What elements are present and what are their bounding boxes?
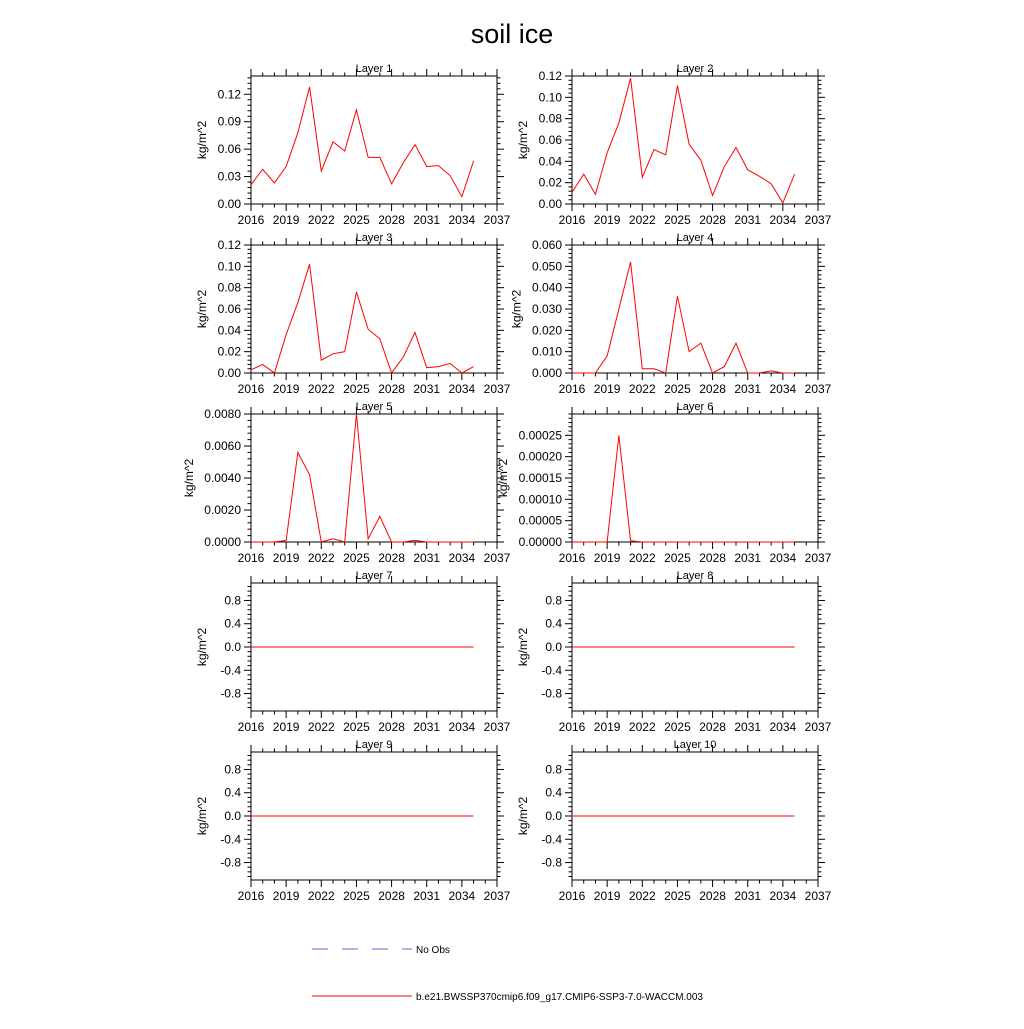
layer-6-ytick-label: 0.00015 bbox=[518, 471, 562, 485]
layer-3-panel bbox=[195, 232, 510, 396]
layer-7-xtick-label: 2028 bbox=[378, 720, 405, 734]
layer-6-series-line bbox=[572, 435, 795, 542]
layer-1-frame bbox=[251, 76, 497, 204]
layer-3-xtick-label: 2019 bbox=[272, 382, 300, 396]
layer-1-xtick-label: 2028 bbox=[378, 213, 405, 227]
layer-10-xtick-label: 2031 bbox=[734, 889, 762, 903]
layer-4-ylabel: kg/m^2 bbox=[509, 289, 524, 329]
layer-5-xtick-label: 2025 bbox=[343, 551, 370, 565]
layer-3-xtick-label: 2016 bbox=[237, 382, 265, 396]
layer-5-xtick-label: 2022 bbox=[307, 551, 335, 565]
layer-3-xtick-label: 2037 bbox=[483, 382, 511, 396]
layer-4-ytick-label: 0.000 bbox=[531, 366, 562, 380]
layer-1-ylabel: kg/m^2 bbox=[195, 120, 210, 160]
layer-10-xtick-label: 2028 bbox=[699, 889, 726, 903]
layer-2-xtick-label: 2025 bbox=[664, 213, 691, 227]
layer-2-series-line bbox=[572, 78, 795, 203]
layer-8-xtick-label: 2025 bbox=[664, 720, 691, 734]
layer-1-xtick-label: 2016 bbox=[237, 213, 265, 227]
layer-6-ytick-label: 0.00025 bbox=[518, 428, 562, 443]
legend-model-label: b.e21.BWSSP370cmip6.f09_g17.CMIP6-SSP3-7.0-WACCM.003 bbox=[416, 992, 703, 1003]
legend bbox=[312, 945, 703, 1003]
panels bbox=[182, 63, 832, 903]
layer-9-xtick-label: 2037 bbox=[483, 889, 511, 903]
layer-2-ylabel: kg/m^2 bbox=[516, 120, 531, 160]
layer-4-xtick-label: 2022 bbox=[628, 382, 656, 396]
layer-5-xtick-label: 2037 bbox=[483, 551, 511, 565]
layer-3-ytick-label: 0.10 bbox=[217, 259, 241, 274]
layer-7-xtick-label: 2037 bbox=[483, 720, 511, 734]
layer-5-xtick-label: 2034 bbox=[448, 551, 476, 565]
layer-9-ytick-label: -0.4 bbox=[220, 832, 241, 847]
layer-10-ytick-label: 0.0 bbox=[545, 809, 562, 823]
layer-2-xtick-label: 2028 bbox=[699, 213, 726, 227]
layer-5-title: Layer 5 bbox=[355, 401, 393, 413]
layer-9-ytick-label: -0.8 bbox=[220, 855, 241, 870]
layer-3-xtick-label: 2022 bbox=[307, 382, 335, 396]
layer-5-xtick-label: 2028 bbox=[378, 551, 405, 565]
layer-4-ytick-label: 0.040 bbox=[531, 280, 562, 295]
layer-10-xtick-label: 2034 bbox=[769, 889, 797, 903]
layer-1-ytick-label: 0.09 bbox=[217, 114, 241, 129]
layer-2-ytick-label: 0.06 bbox=[538, 133, 562, 147]
layer-3-ytick-label: 0.08 bbox=[217, 280, 241, 295]
layer-9-ytick-label: 0.4 bbox=[224, 785, 241, 800]
layer-4-xtick-label: 2031 bbox=[734, 382, 762, 396]
layer-6-ytick-label: 0.00000 bbox=[518, 535, 562, 549]
layer-1-xtick-label: 2037 bbox=[483, 213, 511, 227]
layer-1-ytick-label: 0.00 bbox=[217, 197, 241, 211]
layer-8-title: Layer 8 bbox=[676, 570, 714, 582]
layer-10-ylabel: kg/m^2 bbox=[516, 796, 531, 836]
layer-10-ytick-label: 0.4 bbox=[545, 785, 562, 800]
layer-4-panel bbox=[510, 232, 832, 396]
layer-6-ytick-label: 0.00010 bbox=[518, 492, 562, 507]
layer-3-ytick-label: 0.04 bbox=[217, 323, 241, 338]
layer-5-ytick-label: 0.0020 bbox=[204, 503, 241, 517]
layer-3-title: Layer 3 bbox=[355, 232, 393, 244]
layer-4-xtick-label: 2034 bbox=[769, 382, 797, 396]
layer-9-xtick-label: 2025 bbox=[343, 889, 370, 903]
legend-obs-label: No Obs bbox=[416, 945, 450, 956]
layer-10-xtick-label: 2016 bbox=[558, 889, 586, 903]
layer-4-frame bbox=[572, 245, 818, 373]
layer-6-xtick-label: 2031 bbox=[734, 551, 762, 565]
layer-9-ytick-label: 0.8 bbox=[224, 762, 241, 777]
layer-4-xtick-label: 2028 bbox=[699, 382, 726, 396]
layer-1-ytick-label: 0.06 bbox=[217, 142, 241, 157]
layer-6-ylabel: kg/m^2 bbox=[496, 458, 511, 498]
layer-10-panel bbox=[516, 739, 831, 903]
layer-1-xtick-label: 2019 bbox=[272, 213, 300, 227]
layer-6-xtick-label: 2028 bbox=[699, 551, 726, 565]
layer-1-panel bbox=[195, 63, 510, 227]
layer-8-xtick-label: 2022 bbox=[628, 720, 656, 734]
layer-3-xtick-label: 2025 bbox=[343, 382, 370, 396]
layer-2-ytick-label: 0.10 bbox=[538, 90, 562, 105]
layer-8-ytick-label: 0.4 bbox=[545, 616, 562, 631]
layer-9-ytick-label: 0.0 bbox=[224, 809, 241, 823]
layer-6-xtick-label: 2034 bbox=[769, 551, 797, 565]
layer-6-title: Layer 6 bbox=[676, 401, 714, 413]
layer-5-ylabel: kg/m^2 bbox=[181, 458, 196, 498]
layer-2-xtick-label: 2019 bbox=[593, 213, 621, 227]
layer-3-ytick-label: 0.12 bbox=[217, 238, 241, 252]
layer-8-ytick-label: 0.8 bbox=[545, 593, 562, 608]
layer-2-ytick-label: 0.00 bbox=[538, 197, 562, 211]
layer-2-xtick-label: 2016 bbox=[558, 213, 586, 227]
layer-7-title: Layer 7 bbox=[355, 570, 393, 582]
layer-8-xtick-label: 2037 bbox=[804, 720, 832, 734]
layer-10-ytick-label: -0.8 bbox=[541, 855, 562, 870]
layer-1-ytick-label: 0.03 bbox=[217, 169, 241, 184]
layer-5-ytick-label: 0.0060 bbox=[204, 439, 241, 453]
layer-1-title: Layer 1 bbox=[355, 63, 393, 75]
layer-4-ytick-label: 0.050 bbox=[531, 259, 562, 274]
layer-8-ytick-label: -0.8 bbox=[541, 686, 562, 701]
layer-10-xtick-label: 2019 bbox=[593, 889, 621, 903]
layer-8-xtick-label: 2019 bbox=[593, 720, 621, 734]
layer-8-ylabel: kg/m^2 bbox=[516, 627, 531, 667]
layer-2-frame bbox=[572, 76, 818, 204]
layer-2-xtick-label: 2022 bbox=[628, 213, 656, 227]
layer-3-ylabel: kg/m^2 bbox=[195, 289, 210, 329]
layer-5-xtick-label: 2019 bbox=[272, 551, 300, 565]
layer-7-xtick-label: 2016 bbox=[237, 720, 265, 734]
layer-2-panel bbox=[516, 63, 831, 227]
layer-9-xtick-label: 2016 bbox=[237, 889, 265, 903]
layer-7-ytick-label: -0.4 bbox=[220, 663, 241, 678]
layer-6-xtick-label: 2022 bbox=[628, 551, 656, 565]
layer-5-xtick-label: 2016 bbox=[237, 551, 265, 565]
layer-9-panel bbox=[195, 739, 510, 903]
layer-7-xtick-label: 2019 bbox=[272, 720, 300, 734]
layer-8-ytick-label: 0.0 bbox=[545, 640, 562, 654]
layer-1-xtick-label: 2022 bbox=[307, 213, 335, 227]
layer-4-xtick-label: 2025 bbox=[664, 382, 691, 396]
layer-1-xtick-label: 2034 bbox=[448, 213, 476, 227]
layer-4-ytick-label: 0.010 bbox=[531, 344, 562, 359]
layer-2-title: Layer 2 bbox=[676, 63, 714, 75]
layer-5-xtick-label: 2031 bbox=[413, 551, 441, 565]
layer-2-xtick-label: 2037 bbox=[804, 213, 832, 227]
layer-6-xtick-label: 2016 bbox=[558, 551, 586, 565]
layer-3-ytick-label: 0.00 bbox=[217, 366, 241, 380]
layer-7-xtick-label: 2022 bbox=[307, 720, 335, 734]
layer-8-xtick-label: 2031 bbox=[734, 720, 762, 734]
layer-6-ytick-label: 0.00005 bbox=[518, 513, 562, 528]
layer-6-xtick-label: 2025 bbox=[664, 551, 691, 565]
layer-2-ytick-label: 0.04 bbox=[538, 154, 562, 169]
layer-8-panel bbox=[516, 570, 831, 734]
layer-7-ytick-label: 0.8 bbox=[224, 593, 241, 608]
layer-5-series-line bbox=[251, 414, 474, 542]
layer-7-xtick-label: 2034 bbox=[448, 720, 476, 734]
layer-4-xtick-label: 2037 bbox=[804, 382, 832, 396]
layer-8-xtick-label: 2016 bbox=[558, 720, 586, 734]
layer-10-xtick-label: 2025 bbox=[664, 889, 691, 903]
layer-3-xtick-label: 2034 bbox=[448, 382, 476, 396]
layer-9-ylabel: kg/m^2 bbox=[195, 796, 210, 836]
layer-8-xtick-label: 2034 bbox=[769, 720, 797, 734]
layer-6-panel bbox=[496, 401, 832, 565]
layer-5-panel bbox=[182, 401, 511, 565]
layer-3-ytick-label: 0.06 bbox=[217, 302, 241, 316]
layer-5-ytick-label: 0.0040 bbox=[204, 471, 241, 485]
layer-8-xtick-label: 2028 bbox=[699, 720, 726, 734]
layer-4-series-line bbox=[572, 262, 795, 373]
layer-2-ytick-label: 0.08 bbox=[538, 111, 562, 126]
layer-10-title: Layer 10 bbox=[673, 739, 717, 751]
layer-4-ytick-label: 0.020 bbox=[531, 323, 562, 338]
layer-2-ytick-label: 0.12 bbox=[538, 69, 562, 83]
layer-7-panel bbox=[195, 570, 510, 734]
layer-9-xtick-label: 2028 bbox=[378, 889, 405, 903]
layer-5-ytick-label: 0.0000 bbox=[204, 535, 241, 549]
layer-6-xtick-label: 2037 bbox=[804, 551, 832, 565]
layer-10-ytick-label: -0.4 bbox=[541, 832, 562, 847]
layer-3-series-line bbox=[251, 264, 474, 373]
layer-7-ytick-label: 0.0 bbox=[224, 640, 241, 654]
layer-4-ytick-label: 0.030 bbox=[531, 302, 562, 316]
layer-4-xtick-label: 2019 bbox=[593, 382, 621, 396]
layer-1-ytick-label: 0.12 bbox=[217, 87, 241, 102]
layer-1-xtick-label: 2025 bbox=[343, 213, 370, 227]
layer-2-ytick-label: 0.02 bbox=[538, 175, 562, 190]
layer-9-title: Layer 9 bbox=[355, 739, 393, 751]
layer-10-xtick-label: 2022 bbox=[628, 889, 656, 903]
layer-7-ytick-label: -0.8 bbox=[220, 686, 241, 701]
layer-2-xtick-label: 2031 bbox=[734, 213, 762, 227]
layer-5-ytick-label: 0.0080 bbox=[204, 407, 241, 421]
layer-3-xtick-label: 2031 bbox=[413, 382, 441, 396]
layer-3-xtick-label: 2028 bbox=[378, 382, 405, 396]
layer-8-ytick-label: -0.4 bbox=[541, 663, 562, 678]
layer-2-xtick-label: 2034 bbox=[769, 213, 797, 227]
layer-7-xtick-label: 2031 bbox=[413, 720, 441, 734]
layer-10-ytick-label: 0.8 bbox=[545, 762, 562, 777]
layer-1-series-line bbox=[251, 87, 474, 197]
layer-4-title: Layer 4 bbox=[676, 232, 714, 244]
layer-6-ytick-label: 0.00020 bbox=[518, 449, 562, 464]
layer-4-ytick-label: 0.060 bbox=[531, 238, 562, 252]
layer-7-xtick-label: 2025 bbox=[343, 720, 370, 734]
layer-3-frame bbox=[251, 245, 497, 373]
layer-9-xtick-label: 2034 bbox=[448, 889, 476, 903]
layer-9-xtick-label: 2019 bbox=[272, 889, 300, 903]
layer-10-xtick-label: 2037 bbox=[804, 889, 832, 903]
layer-4-xtick-label: 2016 bbox=[558, 382, 586, 396]
layer-3-ytick-label: 0.02 bbox=[217, 344, 241, 359]
figure-title: soil ice bbox=[470, 19, 554, 49]
layer-9-xtick-label: 2031 bbox=[413, 889, 441, 903]
layer-7-ylabel: kg/m^2 bbox=[195, 627, 210, 667]
layer-9-xtick-label: 2022 bbox=[307, 889, 335, 903]
layer-6-xtick-label: 2019 bbox=[593, 551, 621, 565]
layer-7-ytick-label: 0.4 bbox=[224, 616, 241, 631]
layer-1-xtick-label: 2031 bbox=[413, 213, 441, 227]
layer-5-frame bbox=[251, 414, 497, 542]
